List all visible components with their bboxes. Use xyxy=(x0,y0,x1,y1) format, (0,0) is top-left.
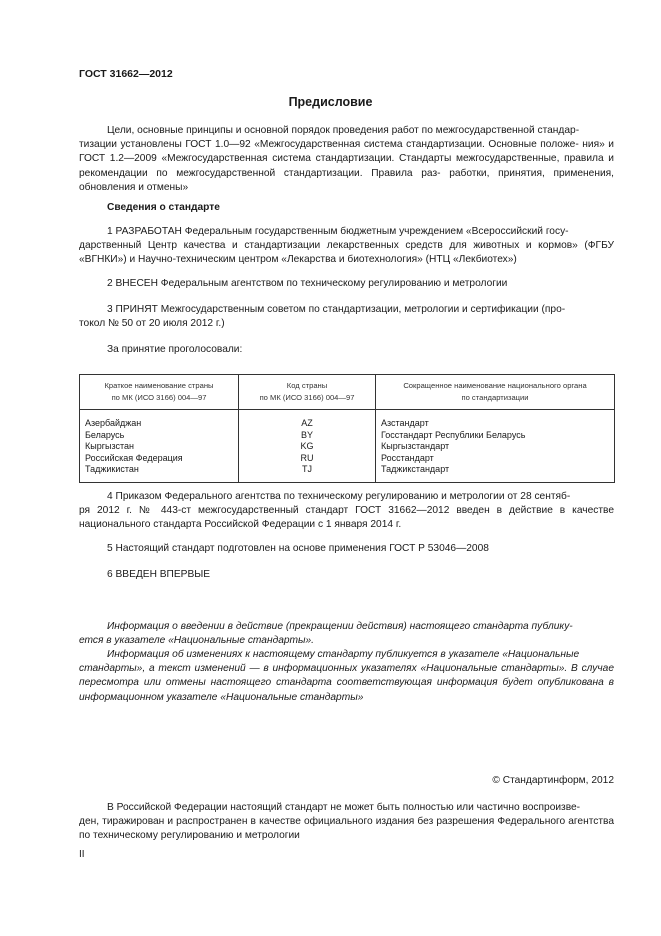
item-5: 5 Настоящий стандарт подготовлен на основе применения ГОСТ Р 53046—2008 xyxy=(107,543,489,554)
item-1-paragraph xyxy=(79,225,614,268)
notice-1-rest: ется в указателе «Национальные стандарты». xyxy=(79,635,315,647)
item-3-paragraph xyxy=(79,303,614,331)
item-1-first-line: 1 РАЗРАБОТАН Федеральным государственным бюджетным учреждением «Всероссийский госу- xyxy=(107,226,569,237)
header-national-body-line2: по стандартизации xyxy=(461,393,529,402)
legal-first-line: В Российской Федерации настоящий стандарт не может быть полностью или частично воспроизве- xyxy=(107,802,581,813)
table-header-row xyxy=(80,375,615,410)
table-cell: Таджикстандарт xyxy=(381,464,450,475)
legal-rest: ден, тиражирован и распространен в качестве официального издания без разрешения Федерального агентства по техническому регулированию и метрологии xyxy=(79,816,614,842)
intro-paragraph xyxy=(79,124,614,195)
table-cell: Таджикистан xyxy=(85,464,139,475)
table-cell: AZ xyxy=(301,418,313,428)
item-3-first-line: 3 ПРИНЯТ Межгосударственным советом по стандартизации, метрологии и сертификации (про- xyxy=(107,304,566,315)
info-heading: Сведения о стандарте xyxy=(107,202,220,213)
header-country-code-line2: по МК (ИСО 3166) 004—97 xyxy=(259,393,355,402)
table-cell: Кыргызстандарт xyxy=(381,441,450,452)
table-cell: Азербайджан xyxy=(85,418,142,428)
country-names-cell xyxy=(80,410,239,483)
table-cell: Кыргызстан xyxy=(85,441,134,452)
header-country-name-line1: Краткое наименование страны xyxy=(104,381,214,390)
notice-2 xyxy=(79,648,614,705)
national-bodies-cell xyxy=(376,410,615,483)
header-national-body-line1: Сокращенное наименование национального органа xyxy=(403,381,587,390)
table-cell: BY xyxy=(300,429,313,440)
page-number: II xyxy=(79,849,85,860)
intro-rest: тизации установлены ГОСТ 1.0—92 «Межгосударственная система стандартизации. Основные положе- ния» и ГОСТ 1.2—2009 «Межгосударственная система стандартизации. Стандарты межгосударственные, правила и рекомендации по межгосударственной стандартизации. Правила раз- работки, принятия, применения, обновления и отмены» xyxy=(79,139,614,193)
item-4-rest: ря 2012 г. № 443-ст межгосударственный стандарт ГОСТ 31662—2012 введен в действие в качестве национального стандарта Российской Федерации с 1 января 2014 г. xyxy=(79,505,614,531)
document-code: ГОСТ 31662—2012 xyxy=(79,68,173,80)
table-cell: Российская Федерация xyxy=(85,452,183,463)
table-cell: Беларусь xyxy=(85,429,125,440)
notice-2-rest: стандарты», а текст изменений — в информационных указателях «Национальные стандарты». В случае пересмотра или отмены настоящего стандарта соответствующая информация будет опубликована в информационном указателе «Национальные стандарты» xyxy=(79,663,614,703)
notice-1 xyxy=(79,620,614,648)
country-codes-cell xyxy=(239,410,376,483)
legal-paragraph xyxy=(79,801,614,844)
table-cell: KG xyxy=(300,441,314,452)
item-3-rest: токол № 50 от 20 июля 2012 г.) xyxy=(79,318,225,330)
header-country-name xyxy=(80,375,239,410)
intro-first-line: Цели, основные принципы и основной порядок проведения работ по межгосударственной стандар- xyxy=(107,125,580,136)
item-1-rest: дарственный Центр качества и стандартизации лекарственных средств для животных и кормов» (ФГБУ «ВГНКИ») и Научно-техническим центром «Лекарства и биотехнология» (НТЦ «Лекбиотех») xyxy=(79,240,614,266)
item-6: 6 ВВЕДЕН ВПЕРВЫЕ xyxy=(107,569,211,580)
table-body-row xyxy=(80,410,615,483)
table-cell: Госстандарт Республики Беларусь xyxy=(381,429,526,440)
notice-2-first-line: Информация об изменениях к настоящему стандарту публикуется в указателе «Национальные xyxy=(107,649,580,660)
header-country-name-line2: по МК (ИСО 3166) 004—97 xyxy=(111,393,207,402)
table-cell: TJ xyxy=(302,464,312,475)
voted-label: За принятие проголосовали: xyxy=(107,344,243,355)
table-cell: Азстандарт xyxy=(381,418,429,428)
notice-1-first-line: Информация о введении в действие (прекращении действия) настоящего стандарта публику- xyxy=(107,621,573,632)
header-country-code xyxy=(239,375,376,410)
table-cell: Росстандарт xyxy=(381,452,434,463)
page-title: Предисловие xyxy=(288,95,373,109)
item-4-first-line: 4 Приказом Федерального агентства по техническому регулированию и метрологии от 28 сентяб- xyxy=(107,491,571,502)
copyright: © Стандартинформ, 2012 xyxy=(492,775,614,786)
header-national-body xyxy=(376,375,615,410)
item-2: 2 ВНЕСЕН Федеральным агентством по техническому регулированию и метрологии xyxy=(107,278,508,289)
voting-table xyxy=(79,374,615,483)
header-country-code-line1: Код страны xyxy=(286,381,328,390)
item-4-paragraph xyxy=(79,490,614,533)
table-cell: RU xyxy=(300,452,314,463)
